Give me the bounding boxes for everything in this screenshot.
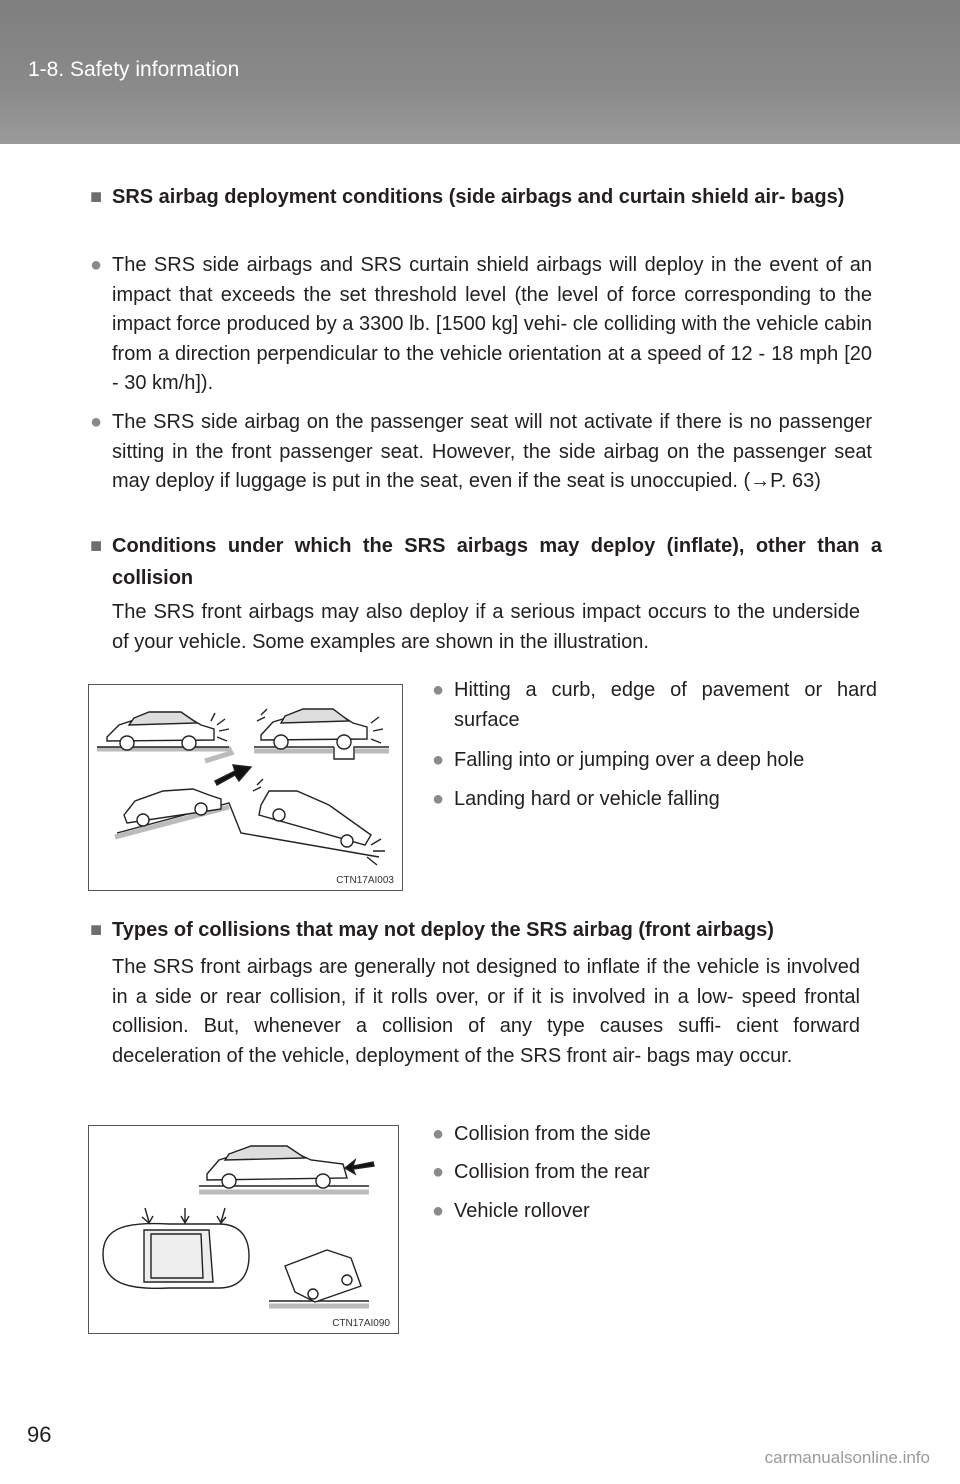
dot-bullet-icon: ●	[432, 1161, 445, 1183]
section-title: 1-8. Safety information	[28, 58, 240, 81]
figure-collision-types	[88, 1125, 399, 1334]
dot-bullet-icon: ●	[90, 254, 103, 276]
square-bullet-icon: ■	[90, 919, 103, 941]
dot-bullet-icon: ●	[432, 788, 445, 810]
paragraph-underside-impact: The SRS front airbags may also deploy if a serious impact occurs to the underside of your vehicle. Some examples are shown in the illustration.	[112, 601, 860, 653]
heading-non-deploying-collisions: ■ Types of collisions that may not deploy the SRS airbag (front airbags)	[90, 914, 882, 946]
bullet-side-threshold: ● The SRS side airbags and SRS curtain shield airbags will deploy in the event of an impact that exceeds the set threshold level (the level of force corresponding to the impact force produced by a 3300 lb. [1500 kg] vehi- cle colliding with the vehicle cabin from a direction perpendicular to the vehicle orientation at a speed of 12 - 18 mph [20 - 30 km/h]).	[90, 251, 872, 399]
figure-code: CTN17AI003	[336, 875, 394, 886]
page-header	[0, 0, 960, 144]
item-hitting-curb: ● Hitting a curb, edge of pavement or hard surface	[432, 676, 877, 735]
figure-code: CTN17AI090	[332, 1318, 390, 1329]
dot-bullet-icon: ●	[432, 679, 445, 701]
item-side-collision: ● Collision from the side	[432, 1120, 877, 1150]
underside-impact-illustration	[89, 685, 402, 890]
dot-bullet-icon: ●	[432, 1123, 445, 1145]
collision-types-illustration	[89, 1126, 398, 1333]
heading-non-collision-deployment: ■ Conditions under which the SRS airbags may deploy (inflate), other than a collision	[90, 530, 882, 594]
dot-bullet-icon: ●	[90, 411, 103, 433]
paragraph-front-airbag-limits: The SRS front airbags are generally not designed to inflate if the vehicle is involved in a side or rear collision, if it rolls over, or if it is involved in a low- speed frontal collision. But, whenever a collision of any type causes suffi- cient forward deceleration of the vehicle, deployment of the SRS front air- bags may occur.	[112, 956, 860, 1067]
watermark: carmanualsonline.info	[764, 1448, 930, 1467]
bullet-passenger-seat: ● The SRS side airbag on the passenger seat will not activate if there is no passenger sitting in the front passenger seat. However, the side airbag on the passenger seat may deploy if luggage is put in the seat, even if the seat is unoccupied. (→P. 63)	[90, 408, 872, 497]
figure-underside-impacts	[88, 684, 403, 891]
square-bullet-icon: ■	[90, 535, 103, 557]
page-number: 96	[27, 1422, 52, 1447]
item-rollover: ● Vehicle rollover	[432, 1197, 877, 1227]
heading-side-airbag-deployment: ■ SRS airbag deployment conditions (side airbags and curtain shield air- bags)	[90, 181, 882, 213]
item-deep-hole: ● Falling into or jumping over a deep hole	[432, 746, 877, 776]
dot-bullet-icon: ●	[432, 749, 445, 771]
square-bullet-icon: ■	[90, 186, 103, 208]
dot-bullet-icon: ●	[432, 1200, 445, 1222]
item-landing-hard: ● Landing hard or vehicle falling	[432, 785, 877, 815]
item-rear-collision: ● Collision from the rear	[432, 1158, 877, 1188]
